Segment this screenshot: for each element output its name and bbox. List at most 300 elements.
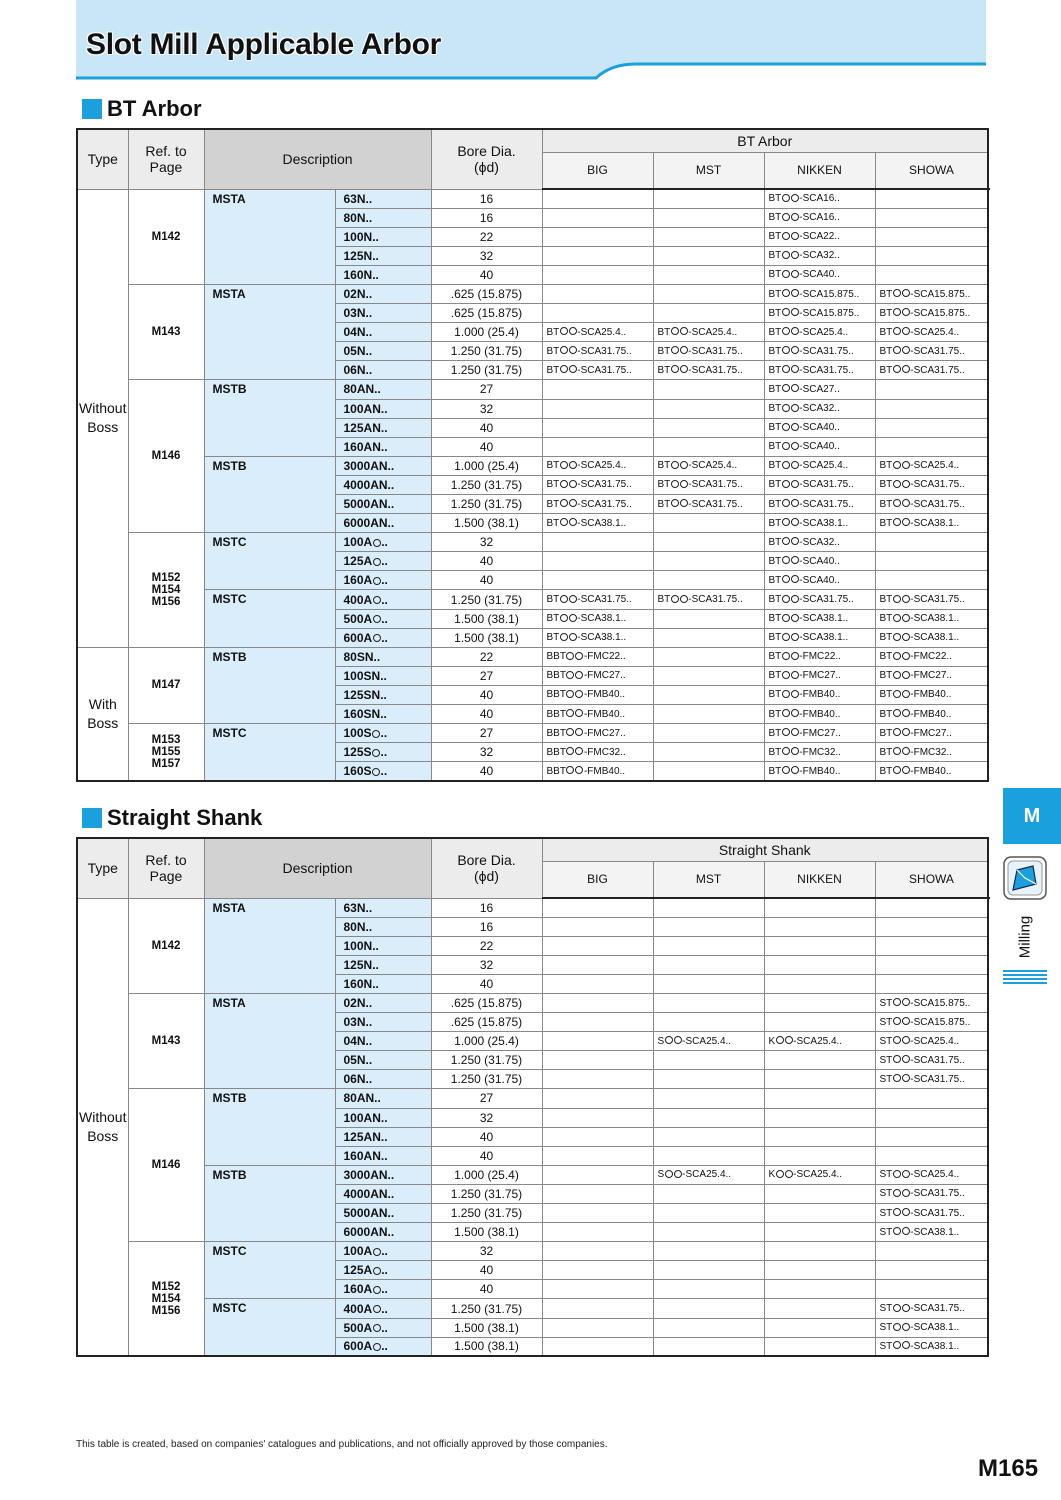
arbor-code-cell [653, 1242, 764, 1261]
circle-placeholder-icon [569, 614, 577, 622]
circle-placeholder-icon [372, 749, 380, 757]
circle-placeholder-icon [791, 728, 799, 736]
model-cell: 125N.. [335, 246, 431, 265]
model-cell: 05N.. [335, 1051, 431, 1070]
column-header-ref [128, 838, 204, 898]
circle-placeholder-icon [680, 461, 688, 469]
circle-placeholder-icon [575, 747, 583, 755]
column-header-brand: BIG [542, 152, 653, 189]
bore-cell: 40 [431, 265, 542, 284]
circle-placeholder-icon [373, 558, 381, 566]
arbor-code-cell [764, 1108, 875, 1127]
table-row [77, 284, 988, 303]
bore-cell: 27 [431, 380, 542, 399]
circle-placeholder-icon [575, 690, 583, 698]
arbor-code-cell [653, 974, 764, 993]
series-cell: MSTB [204, 1165, 335, 1241]
section-marker-icon [82, 808, 102, 828]
model-cell: 100A .. [335, 1242, 431, 1261]
model-cell: 100N.. [335, 936, 431, 955]
circle-placeholder-icon [902, 518, 910, 526]
arbor-code-cell: BT -SCA25.4.. [653, 323, 764, 342]
model-cell: 5000AN.. [335, 1204, 431, 1223]
circle-placeholder-icon [893, 289, 901, 297]
column-header-brand: NIKKEN [764, 861, 875, 898]
section-heading-bt-arbor [82, 96, 202, 122]
circle-placeholder-icon [791, 404, 799, 412]
circle-placeholder-icon [671, 480, 679, 488]
type-label-line: Boss [87, 1127, 119, 1144]
section-marker-icon [82, 99, 102, 119]
arbor-code-cell [542, 1013, 653, 1032]
arbor-code-cell [542, 1165, 653, 1184]
title-band [76, 0, 986, 80]
arbor-code-cell [875, 1242, 988, 1261]
model-cell: 63N.. [335, 898, 431, 917]
ref-page-line: M156 [151, 1304, 181, 1317]
circle-placeholder-icon [893, 1304, 901, 1312]
ref-page-cell [128, 1242, 204, 1357]
side-tab-letter: M [1003, 788, 1061, 844]
arbor-code-cell [542, 1337, 653, 1356]
circle-placeholder-icon [569, 365, 577, 373]
circle-placeholder-icon [560, 461, 568, 469]
column-header-bore-line: (ϕd) [474, 159, 499, 176]
circle-placeholder-icon [782, 480, 790, 488]
circle-placeholder-icon [782, 232, 790, 240]
circle-placeholder-icon [782, 289, 790, 297]
circle-placeholder-icon [782, 270, 790, 278]
circle-placeholder-icon [680, 346, 688, 354]
circle-placeholder-icon [902, 652, 910, 660]
circle-placeholder-icon [791, 270, 799, 278]
arbor-code-cell [542, 208, 653, 227]
arbor-code-cell [542, 898, 653, 917]
arbor-code-cell: BT -SCA40.. [764, 265, 875, 284]
model-cell: 100AN.. [335, 1108, 431, 1127]
arbor-code-cell: BT -SCA31.75.. [764, 475, 875, 494]
ref-page-line: M154 [151, 1292, 181, 1305]
arbor-code-cell [653, 1146, 764, 1165]
bore-cell: 32 [431, 1242, 542, 1261]
arbor-code-cell [542, 533, 653, 552]
circle-placeholder-icon [893, 614, 901, 622]
arbor-code-cell [653, 284, 764, 303]
circle-placeholder-icon [575, 671, 583, 679]
model-cell: 125AN.. [335, 418, 431, 437]
column-header-brand: MST [653, 152, 764, 189]
arbor-code-cell [653, 955, 764, 974]
bore-cell: 16 [431, 189, 542, 208]
circle-placeholder-icon [791, 499, 799, 507]
bore-cell: 16 [431, 917, 542, 936]
arbor-code-cell: ST -SCA31.75.. [875, 1070, 988, 1089]
arbor-code-cell: K -SCA25.4.. [764, 1165, 875, 1184]
arbor-code-cell [542, 1051, 653, 1070]
arbor-code-cell [542, 380, 653, 399]
circle-placeholder-icon [569, 346, 577, 354]
circle-placeholder-icon [791, 194, 799, 202]
arbor-code-cell [542, 1242, 653, 1261]
bore-cell: 1.500 (38.1) [431, 1337, 542, 1356]
circle-placeholder-icon [791, 384, 799, 392]
bore-cell: .625 (15.875) [431, 993, 542, 1012]
circle-placeholder-icon [902, 346, 910, 354]
model-cell: 160N.. [335, 974, 431, 993]
circle-placeholder-icon [665, 1170, 673, 1178]
model-cell: 100A .. [335, 533, 431, 552]
arbor-code-cell [542, 265, 653, 284]
arbor-code-cell: BT -SCA15.875.. [764, 304, 875, 323]
bore-cell: 1.250 (31.75) [431, 1070, 542, 1089]
arbor-code-cell: BT -SCA38.1.. [875, 514, 988, 533]
circle-placeholder-icon [902, 327, 910, 335]
circle-placeholder-icon [893, 728, 901, 736]
model-cell: 160AN.. [335, 1146, 431, 1165]
circle-placeholder-icon [893, 709, 901, 717]
arbor-code-cell: BT -SCA38.1.. [542, 628, 653, 647]
circle-placeholder-icon [569, 499, 577, 507]
bore-cell: 1.250 (31.75) [431, 1299, 542, 1318]
arbor-code-cell: BT -SCA38.1.. [875, 628, 988, 647]
bore-cell: 27 [431, 666, 542, 685]
circle-placeholder-icon [902, 614, 910, 622]
arbor-code-cell [542, 246, 653, 265]
column-header-ref [128, 129, 204, 189]
ref-page-cell [128, 533, 204, 648]
circle-placeholder-icon [782, 575, 790, 583]
arbor-code-cell [875, 955, 988, 974]
arbor-code-cell: BT -SCA15.875.. [875, 284, 988, 303]
arbor-code-cell [653, 1318, 764, 1337]
circle-placeholder-icon [902, 1341, 910, 1349]
arbor-code-cell: ST -SCA31.75.. [875, 1204, 988, 1223]
type-cell [77, 189, 128, 647]
circle-placeholder-icon [893, 1227, 901, 1235]
circle-placeholder-icon [791, 232, 799, 240]
model-cell: 125A .. [335, 552, 431, 571]
arbor-code-cell [653, 1013, 764, 1032]
ref-page-cell [128, 898, 204, 993]
circle-placeholder-icon [782, 423, 790, 431]
circle-placeholder-icon [791, 671, 799, 679]
milling-icon [1003, 856, 1047, 905]
arbor-code-cell [764, 1070, 875, 1089]
arbor-code-cell: BT -FMC27.. [875, 666, 988, 685]
arbor-code-cell [875, 533, 988, 552]
arbor-code-cell [764, 936, 875, 955]
circle-placeholder-icon [902, 499, 910, 507]
circle-placeholder-icon [791, 652, 799, 660]
circle-placeholder-icon [902, 709, 910, 717]
circle-placeholder-icon [560, 518, 568, 526]
circle-placeholder-icon [782, 384, 790, 392]
bore-cell: 32 [431, 955, 542, 974]
model-cell: 100S .. [335, 724, 431, 743]
circle-placeholder-icon [902, 480, 910, 488]
circle-placeholder-icon [373, 1286, 381, 1294]
arbor-code-cell: ST -SCA31.75.. [875, 1299, 988, 1318]
arbor-code-cell [653, 227, 764, 246]
arbor-code-cell: BT -SCA38.1.. [764, 514, 875, 533]
circle-placeholder-icon [893, 1189, 901, 1197]
arbor-code-cell: S -SCA25.4.. [653, 1165, 764, 1184]
arbor-code-cell: BT -SCA31.75.. [875, 475, 988, 494]
model-cell: 100N.. [335, 227, 431, 246]
arbor-code-cell: BT -SCA32.. [764, 399, 875, 418]
arbor-code-cell [653, 514, 764, 533]
arbor-code-cell: BBT -FMB40.. [542, 685, 653, 704]
arbor-code-cell [542, 437, 653, 456]
arbor-code-cell [764, 974, 875, 993]
arbor-code-cell [653, 1337, 764, 1356]
circle-placeholder-icon [782, 766, 790, 774]
circle-placeholder-icon [560, 365, 568, 373]
model-cell: 500A .. [335, 1318, 431, 1337]
circle-placeholder-icon [902, 1189, 910, 1197]
arbor-code-cell: BT -SCA32.. [764, 246, 875, 265]
circle-placeholder-icon [893, 747, 901, 755]
model-cell: 80AN.. [335, 1089, 431, 1108]
arbor-code-cell [653, 1204, 764, 1223]
arbor-code-cell: BT -FMC32.. [764, 743, 875, 762]
circle-placeholder-icon [671, 461, 679, 469]
arbor-code-cell: BT -FMC27.. [764, 724, 875, 743]
series-cell: MSTC [204, 533, 335, 590]
table-row [77, 1089, 988, 1108]
model-cell: 3000AN.. [335, 456, 431, 475]
circle-placeholder-icon [902, 1304, 910, 1312]
arbor-code-cell [653, 1108, 764, 1127]
arbor-code-cell: BT -SCA27.. [764, 380, 875, 399]
ref-page-line: M143 [151, 1035, 181, 1048]
arbor-code-cell [764, 1280, 875, 1299]
model-cell: 80N.. [335, 917, 431, 936]
circle-placeholder-icon [782, 614, 790, 622]
circle-placeholder-icon [902, 1036, 910, 1044]
arbor-code-cell: S -SCA25.4.. [653, 1032, 764, 1051]
bore-cell: 1.500 (38.1) [431, 1223, 542, 1242]
circle-placeholder-icon [791, 423, 799, 431]
circle-placeholder-icon [893, 461, 901, 469]
arbor-code-cell [764, 993, 875, 1012]
arbor-code-cell: BT -SCA40.. [764, 437, 875, 456]
column-header-ref-line: Page [149, 159, 183, 176]
circle-placeholder-icon [560, 595, 568, 603]
arbor-code-cell: BT -SCA31.75.. [764, 590, 875, 609]
arbor-code-cell: BT -SCA31.75.. [542, 475, 653, 494]
ref-page-cell [128, 1089, 204, 1242]
bore-cell: 40 [431, 705, 542, 724]
circle-placeholder-icon [566, 747, 574, 755]
arbor-code-cell [653, 628, 764, 647]
arbor-code-cell [875, 571, 988, 590]
bore-cell: 40 [431, 437, 542, 456]
circle-placeholder-icon [671, 327, 679, 335]
circle-placeholder-icon [782, 213, 790, 221]
arbor-code-cell [653, 437, 764, 456]
table-row [77, 189, 988, 208]
circle-placeholder-icon [373, 539, 381, 547]
arbor-code-cell [653, 399, 764, 418]
arbor-code-cell [653, 1223, 764, 1242]
bore-cell: 1.500 (38.1) [431, 1318, 542, 1337]
bore-cell: 40 [431, 418, 542, 437]
arbor-code-cell [542, 1280, 653, 1299]
bore-cell: 1.000 (25.4) [431, 456, 542, 475]
bore-cell: 22 [431, 227, 542, 246]
table-row [77, 1165, 988, 1184]
model-cell: 160AN.. [335, 437, 431, 456]
arbor-code-cell [764, 898, 875, 917]
bore-cell: 32 [431, 743, 542, 762]
arbor-code-cell: ST -SCA31.75.. [875, 1184, 988, 1203]
type-label-line: With [88, 695, 117, 712]
circle-placeholder-icon [680, 480, 688, 488]
circle-placeholder-icon [776, 1036, 784, 1044]
circle-placeholder-icon [902, 1170, 910, 1178]
model-cell: 03N.. [335, 304, 431, 323]
column-group-header: Straight Shank [542, 838, 988, 861]
bore-cell: 1.250 (31.75) [431, 361, 542, 380]
arbor-code-cell [653, 1261, 764, 1280]
ref-page-line: M153 [151, 734, 181, 747]
column-header-ref-line: Page [149, 868, 183, 885]
circle-placeholder-icon [902, 365, 910, 373]
circle-placeholder-icon [791, 575, 799, 583]
bore-cell: 40 [431, 1261, 542, 1280]
arbor-code-cell [764, 1318, 875, 1337]
bore-cell: .625 (15.875) [431, 304, 542, 323]
table-row [77, 456, 988, 475]
arbor-code-cell: BT -SCA40.. [764, 571, 875, 590]
arbor-code-cell [764, 1204, 875, 1223]
model-cell: 100SN.. [335, 666, 431, 685]
ref-page-line: M146 [151, 1159, 181, 1172]
model-cell: 400A .. [335, 1299, 431, 1318]
type-label-line: Boss [87, 419, 119, 436]
arbor-code-cell [653, 1051, 764, 1070]
ref-page-line: M142 [151, 230, 181, 243]
arbor-code-cell: ST -SCA38.1.. [875, 1337, 988, 1356]
model-cell: 02N.. [335, 284, 431, 303]
column-header-ref-line: Ref. to [145, 143, 187, 160]
arbor-code-cell [542, 1146, 653, 1165]
arbor-code-cell [653, 917, 764, 936]
bore-cell: 32 [431, 1108, 542, 1127]
arbor-code-cell: BT -SCA32.. [764, 533, 875, 552]
column-header-description: Description [204, 838, 431, 898]
type-label-line: Without [79, 1108, 127, 1125]
series-cell: MSTC [204, 1242, 335, 1299]
bore-cell: 40 [431, 974, 542, 993]
arbor-code-cell [653, 1280, 764, 1299]
arbor-code-cell [542, 1070, 653, 1089]
arbor-code-cell: BT -FMB40.. [764, 685, 875, 704]
arbor-code-cell [875, 1127, 988, 1146]
arbor-code-cell: BT -SCA25.4.. [542, 323, 653, 342]
arbor-code-cell [542, 1108, 653, 1127]
arbor-code-cell [542, 304, 653, 323]
arbor-code-cell: BBT -FMC27.. [542, 666, 653, 685]
arbor-code-cell [542, 571, 653, 590]
circle-placeholder-icon [671, 365, 679, 373]
arbor-code-cell: ST -SCA25.4.. [875, 1165, 988, 1184]
circle-placeholder-icon [569, 518, 577, 526]
arbor-code-cell: BT -SCA38.1.. [875, 609, 988, 628]
arbor-code-cell [875, 1146, 988, 1165]
arbor-code-cell [875, 418, 988, 437]
circle-placeholder-icon [893, 1323, 901, 1331]
arbor-code-cell [875, 1108, 988, 1127]
type-label-line: Boss [87, 714, 119, 731]
model-cell: 160N.. [335, 265, 431, 284]
model-cell: 05N.. [335, 342, 431, 361]
arbor-code-cell [653, 208, 764, 227]
arbor-code-cell: BT -SCA25.4.. [653, 456, 764, 475]
arbor-code-cell: BT -FMC22.. [875, 647, 988, 666]
bore-cell: 1.250 (31.75) [431, 495, 542, 514]
circle-placeholder-icon [902, 1227, 910, 1235]
bore-cell: 32 [431, 533, 542, 552]
circle-placeholder-icon [782, 251, 790, 259]
bore-cell: 1.000 (25.4) [431, 1032, 542, 1051]
circle-placeholder-icon [782, 194, 790, 202]
circle-placeholder-icon [782, 747, 790, 755]
arbor-code-cell: BT -FMC22.. [764, 647, 875, 666]
arbor-code-cell: BT -SCA31.75.. [875, 495, 988, 514]
circle-placeholder-icon [893, 1017, 901, 1025]
bore-cell: 22 [431, 936, 542, 955]
arbor-code-cell: BT -SCA25.4.. [875, 323, 988, 342]
model-cell: 125A .. [335, 1261, 431, 1280]
circle-placeholder-icon [893, 652, 901, 660]
model-cell: 160A .. [335, 1280, 431, 1299]
column-header-description: Description [204, 129, 431, 189]
arbor-code-cell: BT -SCA38.1.. [542, 609, 653, 628]
circle-placeholder-icon [791, 327, 799, 335]
bore-cell: 1.250 (31.75) [431, 342, 542, 361]
model-cell: 80AN.. [335, 380, 431, 399]
circle-placeholder-icon [782, 652, 790, 660]
circle-placeholder-icon [785, 1036, 793, 1044]
bore-cell: 40 [431, 1280, 542, 1299]
arbor-code-cell [653, 552, 764, 571]
arbor-code-cell: BBT -FMB40.. [542, 762, 653, 781]
bore-cell: 16 [431, 898, 542, 917]
circle-placeholder-icon [791, 595, 799, 603]
arbor-code-cell [542, 1184, 653, 1203]
circle-placeholder-icon [893, 1055, 901, 1063]
arbor-code-cell: BT -FMB40.. [764, 705, 875, 724]
circle-placeholder-icon [566, 766, 574, 774]
model-cell: 03N.. [335, 1013, 431, 1032]
column-header-brand: NIKKEN [764, 152, 875, 189]
arbor-code-cell [875, 1089, 988, 1108]
ref-page-line: M157 [151, 758, 181, 771]
model-cell: 125SN.. [335, 685, 431, 704]
circle-placeholder-icon [373, 634, 381, 642]
column-header-bore [431, 838, 542, 898]
circle-placeholder-icon [791, 442, 799, 450]
arbor-code-cell [875, 380, 988, 399]
circle-placeholder-icon [782, 518, 790, 526]
circle-placeholder-icon [791, 346, 799, 354]
model-cell: 100AN.. [335, 399, 431, 418]
model-cell: 3000AN.. [335, 1165, 431, 1184]
circle-placeholder-icon [569, 327, 577, 335]
circle-placeholder-icon [782, 327, 790, 335]
